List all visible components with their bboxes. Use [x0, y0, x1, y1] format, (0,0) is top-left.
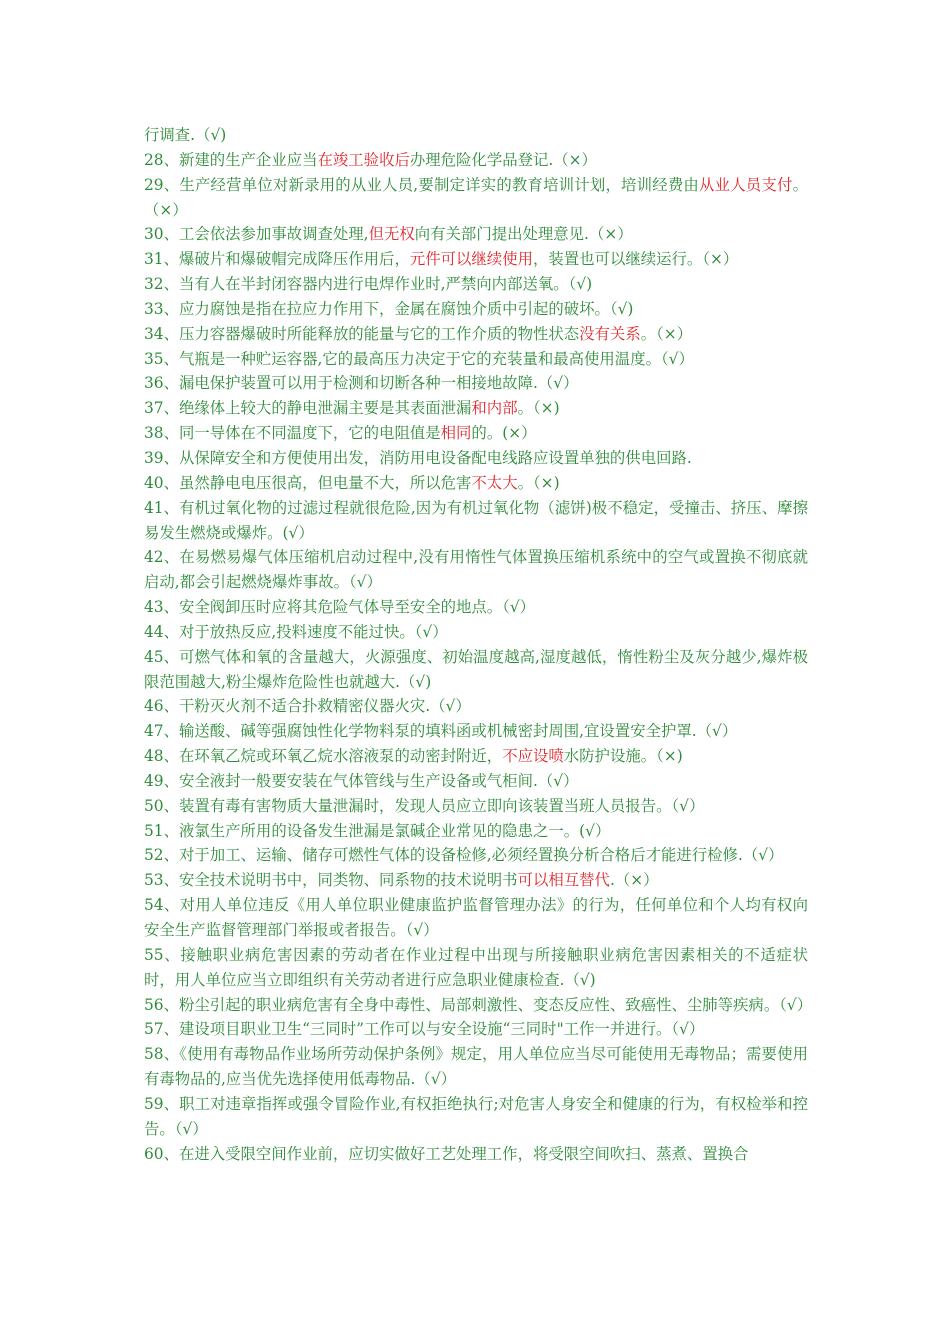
- item-text: 水防护设施。（×): [563, 747, 683, 766]
- question-item: [144, 1092, 808, 1142]
- question-item: [144, 396, 808, 421]
- item-text: ，装置也可以继续运行。（×）: [532, 250, 739, 269]
- item-text: 54、对用人单位违反《用人单位职业健康监护监督管理办法》的行为，任何单位和个人均有权向安全生产监督管理部门举报或者报告。（√）: [144, 896, 808, 939]
- highlighted-text: 不应设喷: [502, 747, 564, 766]
- item-text: 56、粉尘引起的职业病危害有全身中毒性、局部刺激性、变态反应性、致癌性、尘肺等疾病。（√）: [144, 995, 813, 1014]
- item-text: 37、绝缘体上较大的静电泄漏主要是其表面泄漏: [144, 399, 472, 418]
- item-text: 。（×）: [640, 324, 693, 343]
- item-text: 47、输送酸、碱等强腐蚀性化学物料泵的填料函或机械密封周围,宜设置安全护罩.（√）: [144, 722, 738, 741]
- item-text: 60、在进入受限空间作业前，应切实做好工艺处理工作，将受限空间吹扫、蒸煮、置换合: [144, 1144, 749, 1163]
- question-item: [144, 148, 808, 173]
- question-item: [144, 893, 808, 943]
- question-item: [144, 545, 808, 595]
- item-text: 。（×): [517, 399, 560, 418]
- question-item: [144, 1142, 808, 1167]
- question-item: [144, 794, 808, 819]
- item-text: 57、建设项目职业卫生“三同时”工作可以与安全设施“三同时"工作一并进行。（√）: [144, 1020, 705, 1039]
- question-item: [144, 421, 808, 446]
- question-item: [144, 297, 808, 322]
- item-text: 。（×）: [144, 175, 808, 219]
- item-text: 29、生产经营单位对新录用的从业人员,要制定详实的教育培训计划，培训经费由: [144, 175, 700, 194]
- item-text: 36、漏电保护装置可以用于检测和切断各种一相接地故障.（√）: [144, 374, 579, 393]
- highlighted-text: 在竣工验收后: [317, 150, 410, 169]
- question-item: [144, 769, 808, 794]
- item-text: 34、压力容器爆破时所能释放的能量与它的工作介质的物性状态: [144, 324, 580, 343]
- highlighted-text: 从业人员支付: [699, 175, 793, 194]
- highlighted-text: 但无权: [368, 225, 415, 244]
- question-item: [144, 620, 808, 645]
- question-item: [144, 446, 808, 471]
- item-text: 43、安全阀卸压时应将其危险气体导至安全的地点。（√）: [144, 598, 536, 617]
- item-text: .（×）: [609, 871, 659, 890]
- item-text: 58、《使用有毒物品作业场所劳动保护条例》规定，用人单位应当尽可能使用无毒物品；需要使用有毒物品的,应当优先选择使用低毒物品.（√）: [144, 1045, 808, 1089]
- item-text: 52、对于加工、运输、储存可燃性气体的设备检修,必须经置换分析合格后才能进行检修.（√）: [144, 846, 784, 865]
- item-text: 办理危险化学品登记.（×）: [409, 150, 597, 169]
- item-text: 46、干粉灭火剂不适合扑救精密仪器火灾.（√）: [144, 697, 471, 716]
- question-item: [144, 471, 808, 496]
- question-item: [144, 744, 808, 769]
- item-text: 39、从保障安全和方便使用出发，消防用电设备配电线路应设置单独的供电回路.: [144, 448, 692, 467]
- question-item: [144, 347, 808, 372]
- item-text: 44、对于放热反应,投料速度不能过快。（√）: [144, 622, 448, 641]
- question-item: [144, 943, 808, 993]
- item-text: 49、安全液封一般要安装在气体管线与生产设备或气柜间.（√）: [144, 771, 579, 790]
- item-text: 行调查.（√): [144, 126, 227, 144]
- item-text: 55、接触职业病危害因素的劳动者在作业过程中出现与所接触职业病危害因素相关的不适症状时，用人单位应当立即组织有关劳动者进行应急职业健康检查.（√): [144, 945, 808, 989]
- question-item: [144, 843, 808, 868]
- item-text: 32、当有人在半封闭容器内进行电焊作业时,严禁向内部送氧。（√): [144, 275, 593, 294]
- question-item: [144, 595, 808, 620]
- item-text: 30、工会依法参加事故调查处理,: [144, 225, 369, 244]
- item-text: 41、有机过氧化物的过滤过程就很危险,因为有机过氧化物（滤饼)极不稳定，受撞击、挤压、摩擦易发生燃烧或爆炸。(√）: [144, 498, 808, 542]
- item-text: 59、职工对违章指挥或强令冒险作业,有权拒绝执行;对危害人身安全和健康的行为，有权检举和控告。（√）: [144, 1094, 808, 1138]
- item-text: 53、安全技术说明书中，同类物、同系物的技术说明书: [144, 871, 518, 890]
- question-item: [144, 247, 808, 272]
- item-text: 42、在易燃易爆气体压缩机启动过程中,没有用惰性气体置换压缩机系统中的空气或置换不彻底就启动,都会引起燃烧爆炸事故。（√）: [144, 548, 808, 592]
- item-text: 向有关部门提出处理意见.（×）: [414, 225, 633, 244]
- item-text: 38、同一导体在不同温度下，它的电阻值是: [144, 424, 441, 443]
- item-text: 。（×): [517, 473, 560, 492]
- question-item: [144, 1017, 808, 1042]
- highlighted-text: 没有关系: [579, 324, 641, 343]
- question-item: [144, 1042, 808, 1092]
- item-text: 50、装置有毒有害物质大量泄漏时，发现人员应立即向该装置当班人员报告。（√）: [144, 796, 705, 815]
- question-item: [144, 272, 808, 297]
- highlighted-text: 和内部: [471, 399, 518, 418]
- item-text: 28、新建的生产企业应当: [144, 150, 318, 169]
- question-item: [144, 819, 808, 844]
- item-text: 33、应力腐蚀是指在拉应力作用下，金属在腐蚀介质中引起的破坏。（√): [144, 299, 634, 318]
- item-text: 35、气瓶是一种贮运容器,它的最高压力决定于它的充装量和最高使用温度。（√）: [144, 349, 694, 368]
- item-text: 的。(×）: [471, 424, 537, 443]
- highlighted-text: 不太大: [471, 473, 518, 492]
- question-item: [144, 993, 813, 1018]
- question-item: [144, 496, 808, 546]
- question-item: [144, 173, 808, 223]
- question-item: [144, 123, 808, 148]
- document-body: [144, 123, 813, 1166]
- question-item: [144, 719, 808, 744]
- item-text: 48、在环氧乙烷或环氧乙烷水溶液泵的动密封附近，: [144, 747, 503, 766]
- item-text: 51、液氯生产所用的设备发生泄漏是氯碱企业常见的隐患之一。(√）: [144, 821, 611, 840]
- question-item: [144, 222, 808, 247]
- question-item: [144, 694, 808, 719]
- highlighted-text: 相同: [440, 424, 472, 443]
- question-item: [144, 371, 808, 396]
- highlighted-text: 可以相互替代: [517, 871, 610, 890]
- highlighted-text: 元件可以继续使用: [409, 250, 533, 269]
- question-item: [144, 645, 808, 695]
- item-text: 31、爆破片和爆破帽完成降压作用后，: [144, 250, 410, 269]
- question-item: [144, 322, 808, 347]
- item-text: 40、虽然静电电压很高，但电量不大，所以危害: [144, 473, 472, 492]
- question-item: [144, 868, 808, 893]
- item-text: 45、可燃气体和氧的含量越大，火源强度、初始温度越高,湿度越低，惰性粉尘及灰分越少,爆炸极限范围越大,粉尘爆炸危险性也就越大.（√): [144, 647, 808, 691]
